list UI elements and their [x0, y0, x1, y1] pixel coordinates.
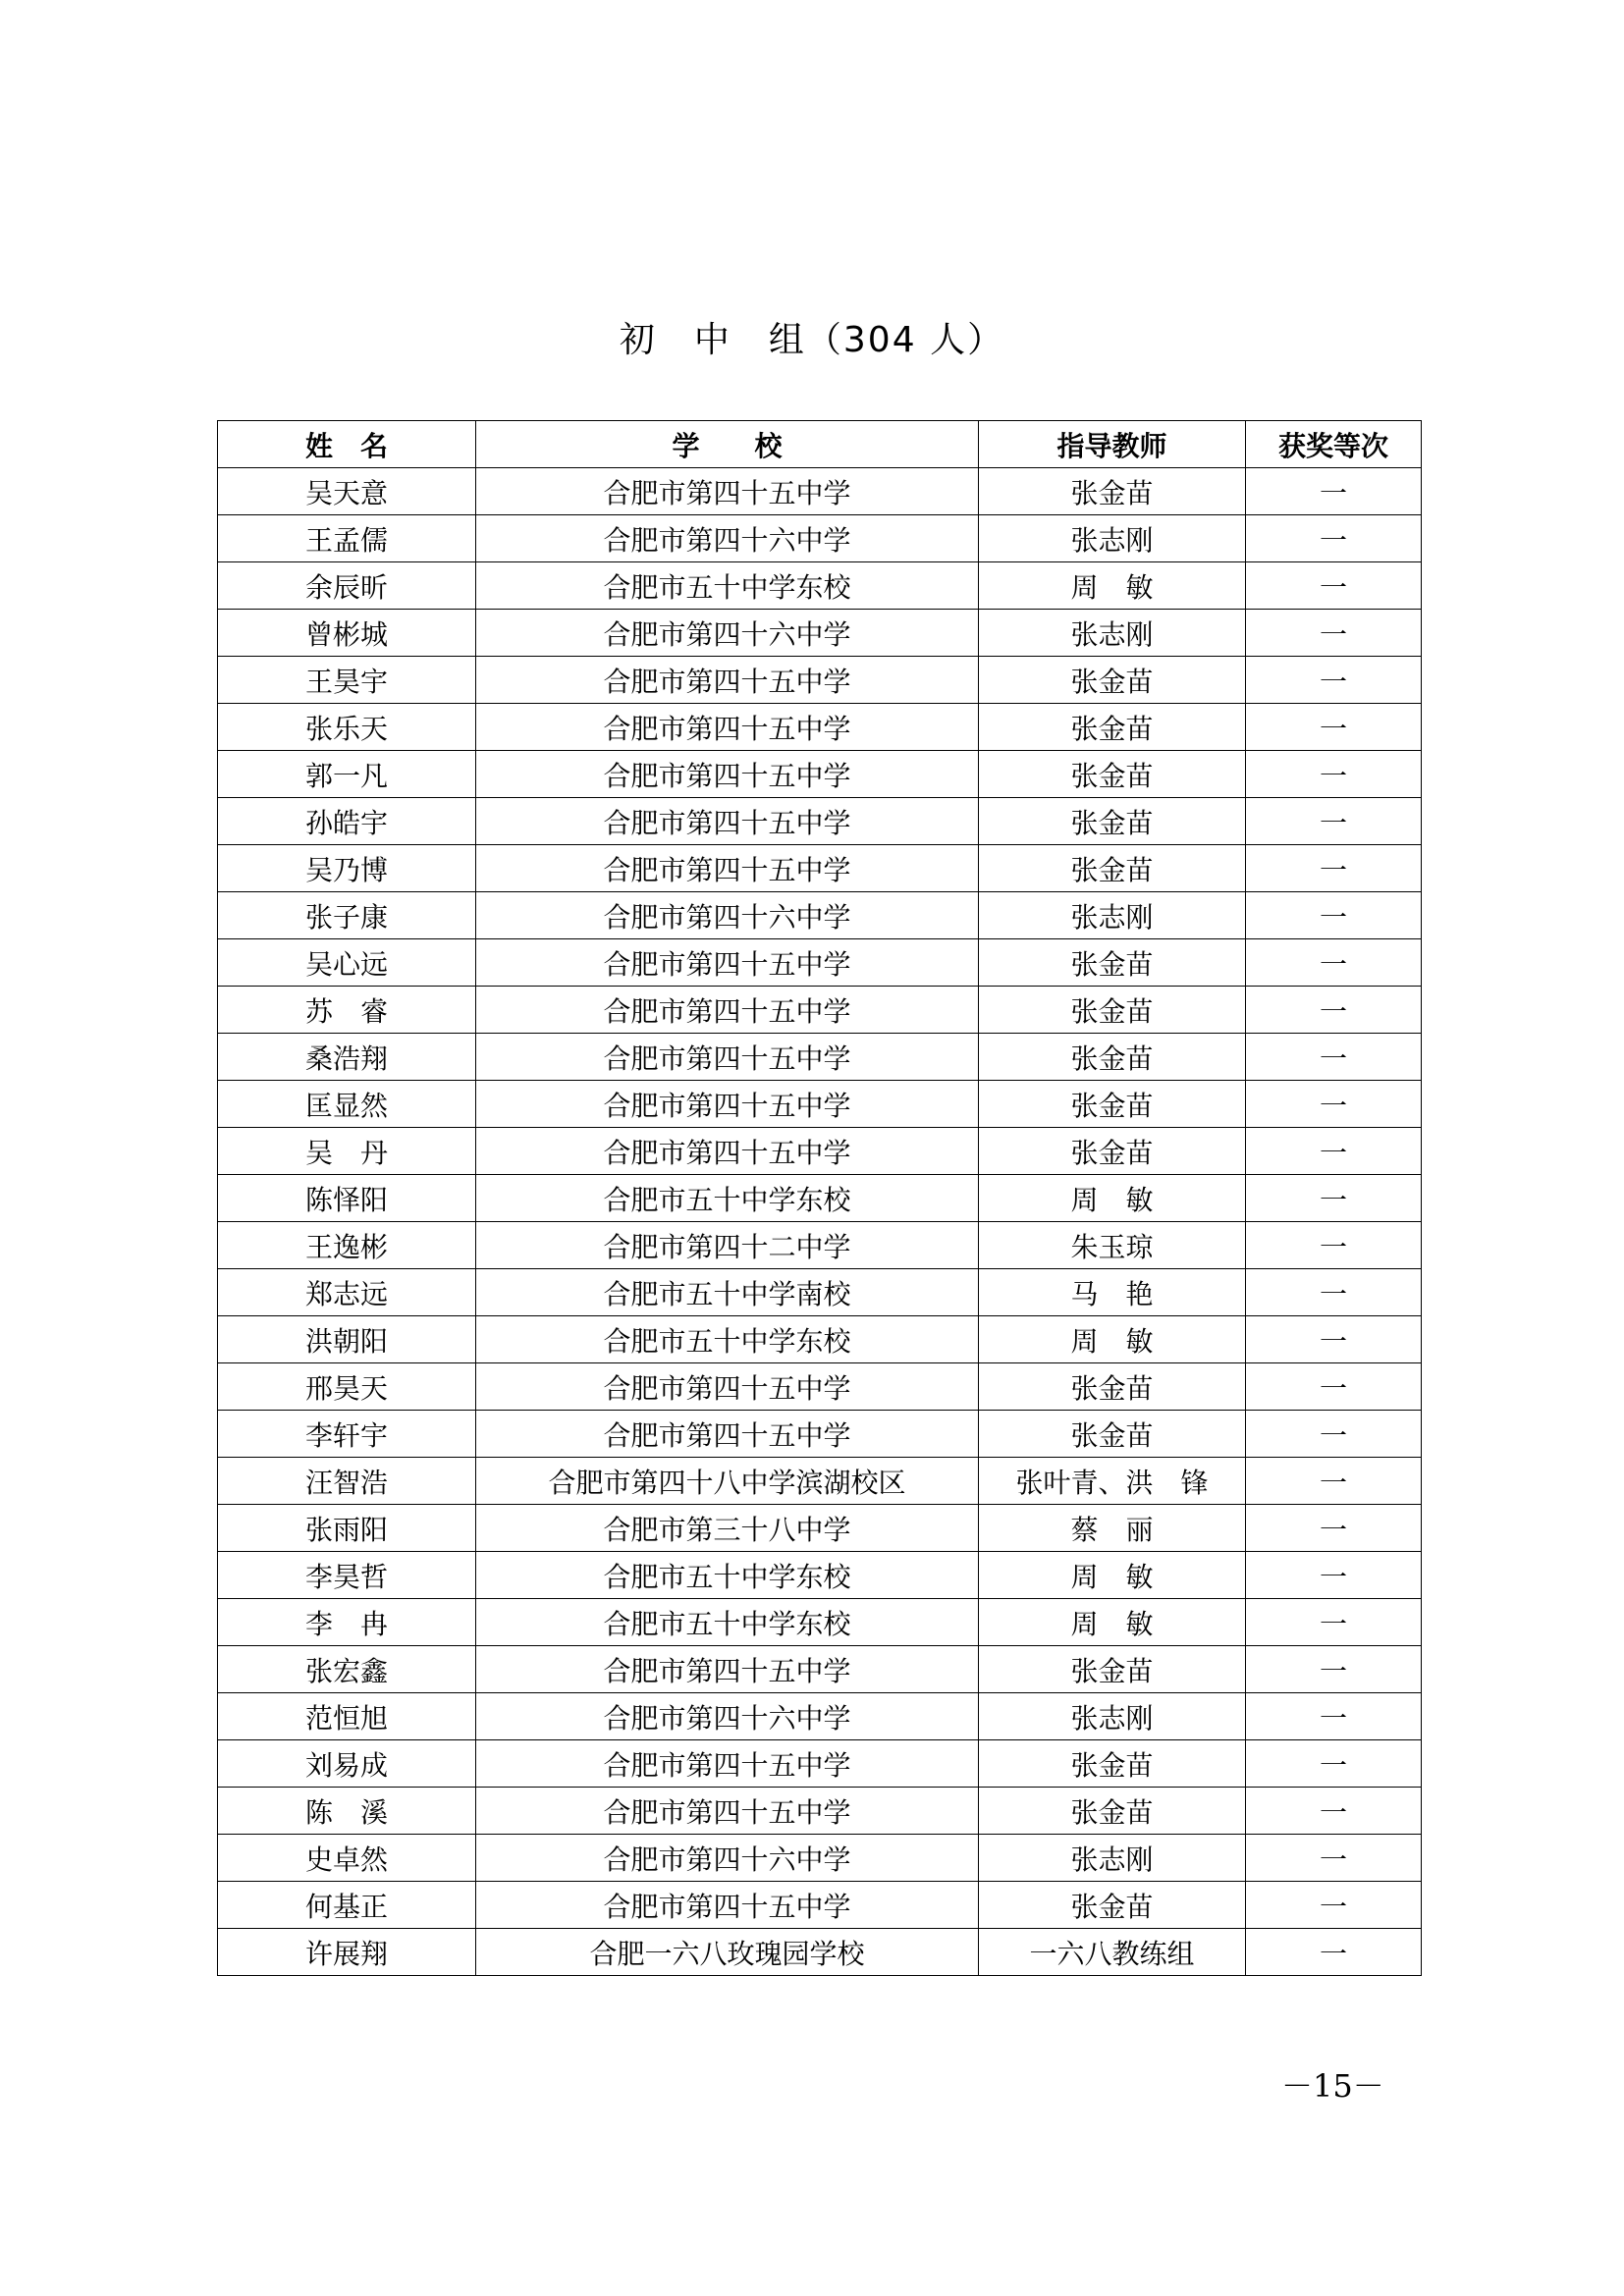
cell-award: 一: [1246, 892, 1422, 939]
cell-school: 合肥市第四十五中学: [476, 751, 979, 798]
cell-student-name: 吴天意: [218, 468, 476, 515]
cell-award: 一: [1246, 1081, 1422, 1128]
cell-school: 合肥市第四十二中学: [476, 1222, 979, 1269]
cell-student-name: 刘易成: [218, 1740, 476, 1788]
table-row: [218, 1693, 1422, 1740]
cell-teacher: 张叶青、洪 锋: [979, 1458, 1246, 1505]
cell-school: 合肥市五十中学东校: [476, 1316, 979, 1363]
cell-school: 合肥市第四十五中学: [476, 845, 979, 892]
cell-award: 一: [1246, 939, 1422, 987]
cell-school: 合肥市第四十六中学: [476, 892, 979, 939]
cell-award: 一: [1246, 1929, 1422, 1976]
cell-award: 一: [1246, 798, 1422, 845]
cell-award: 一: [1246, 1646, 1422, 1693]
cell-award: 一: [1246, 1693, 1422, 1740]
table-row: [218, 1175, 1422, 1222]
cell-student-name: 余辰昕: [218, 562, 476, 610]
cell-student-name: 许展翔: [218, 1929, 476, 1976]
table-row: [218, 1740, 1422, 1788]
cell-award: 一: [1246, 987, 1422, 1034]
cell-award: 一: [1246, 1882, 1422, 1929]
cell-award: 一: [1246, 657, 1422, 704]
cell-teacher: 周 敏: [979, 1316, 1246, 1363]
cell-teacher: 张金苗: [979, 1882, 1246, 1929]
table-row: [218, 1835, 1422, 1882]
cell-student-name: 吴心远: [218, 939, 476, 987]
cell-teacher: 张金苗: [979, 1081, 1246, 1128]
award-table: [217, 420, 1422, 1976]
cell-award: 一: [1246, 1363, 1422, 1411]
cell-student-name: 张子康: [218, 892, 476, 939]
cell-student-name: 汪智浩: [218, 1458, 476, 1505]
cell-teacher: 张金苗: [979, 1363, 1246, 1411]
cell-student-name: 桑浩翔: [218, 1034, 476, 1081]
cell-award: 一: [1246, 1835, 1422, 1882]
cell-school: 合肥市第四十六中学: [476, 1693, 979, 1740]
cell-teacher: 张金苗: [979, 657, 1246, 704]
table-row: [218, 798, 1422, 845]
cell-teacher: 张金苗: [979, 939, 1246, 987]
cell-school: 合肥市五十中学东校: [476, 1599, 979, 1646]
table-row: [218, 1034, 1422, 1081]
cell-student-name: 吴乃博: [218, 845, 476, 892]
cell-school: 合肥市五十中学南校: [476, 1269, 979, 1316]
table-row: [218, 1458, 1422, 1505]
cell-teacher: 张金苗: [979, 1740, 1246, 1788]
table-row: [218, 1929, 1422, 1976]
cell-award: 一: [1246, 845, 1422, 892]
cell-teacher: 一六八教练组: [979, 1929, 1246, 1976]
cell-award: 一: [1246, 1599, 1422, 1646]
cell-student-name: 王昊宇: [218, 657, 476, 704]
cell-school: 合肥市第四十五中学: [476, 1411, 979, 1458]
cell-student-name: 邢昊天: [218, 1363, 476, 1411]
cell-award: 一: [1246, 1505, 1422, 1552]
cell-award: 一: [1246, 704, 1422, 751]
cell-student-name: 王逸彬: [218, 1222, 476, 1269]
table-row: [218, 1128, 1422, 1175]
cell-award: 一: [1246, 562, 1422, 610]
table-row: [218, 562, 1422, 610]
table-row: [218, 1882, 1422, 1929]
table-row: [218, 892, 1422, 939]
cell-school: 合肥市第三十八中学: [476, 1505, 979, 1552]
cell-teacher: 周 敏: [979, 562, 1246, 610]
table-row: [218, 1222, 1422, 1269]
cell-school: 合肥市第四十五中学: [476, 1740, 979, 1788]
cell-student-name: 孙皓宇: [218, 798, 476, 845]
cell-school: 合肥市五十中学东校: [476, 1552, 979, 1599]
cell-school: 合肥市第四十五中学: [476, 1034, 979, 1081]
cell-teacher: 张金苗: [979, 751, 1246, 798]
table-row: [218, 1269, 1422, 1316]
table-row: [218, 987, 1422, 1034]
cell-teacher: 蔡 丽: [979, 1505, 1246, 1552]
table-row: [218, 1788, 1422, 1835]
table-row: [218, 657, 1422, 704]
cell-teacher: 张金苗: [979, 468, 1246, 515]
cell-school: 合肥市第四十五中学: [476, 939, 979, 987]
cell-teacher: 朱玉琼: [979, 1222, 1246, 1269]
cell-teacher: 张金苗: [979, 704, 1246, 751]
cell-award: 一: [1246, 1128, 1422, 1175]
cell-school: 合肥一六八玫瑰园学校: [476, 1929, 979, 1976]
cell-school: 合肥市第四十五中学: [476, 1646, 979, 1693]
header-school: 学 校: [476, 421, 979, 468]
cell-school: 合肥市第四十八中学滨湖校区: [476, 1458, 979, 1505]
table-row: [218, 1316, 1422, 1363]
cell-teacher: 张金苗: [979, 1411, 1246, 1458]
cell-school: 合肥市第四十五中学: [476, 468, 979, 515]
cell-student-name: 张雨阳: [218, 1505, 476, 1552]
page-title: 初 中 组（304 人）: [619, 320, 1005, 360]
page-number: －15－: [1281, 2067, 1384, 2105]
table-row: [218, 1081, 1422, 1128]
cell-school: 合肥市五十中学东校: [476, 562, 979, 610]
cell-teacher: 周 敏: [979, 1175, 1246, 1222]
cell-teacher: 张志刚: [979, 1835, 1246, 1882]
cell-school: 合肥市第四十五中学: [476, 1081, 979, 1128]
table-row: [218, 515, 1422, 562]
cell-student-name: 陈怿阳: [218, 1175, 476, 1222]
cell-award: 一: [1246, 751, 1422, 798]
table-row: [218, 468, 1422, 515]
cell-student-name: 郑志远: [218, 1269, 476, 1316]
cell-award: 一: [1246, 1316, 1422, 1363]
cell-school: 合肥市第四十五中学: [476, 657, 979, 704]
table-row: [218, 1599, 1422, 1646]
cell-award: 一: [1246, 1034, 1422, 1081]
cell-school: 合肥市第四十五中学: [476, 1788, 979, 1835]
cell-teacher: 张志刚: [979, 610, 1246, 657]
cell-award: 一: [1246, 515, 1422, 562]
cell-student-name: 郭一凡: [218, 751, 476, 798]
cell-award: 一: [1246, 610, 1422, 657]
cell-student-name: 李昊哲: [218, 1552, 476, 1599]
table-row: [218, 610, 1422, 657]
cell-teacher: 张志刚: [979, 892, 1246, 939]
cell-student-name: 张宏鑫: [218, 1646, 476, 1693]
header-award: 获奖等次: [1246, 421, 1422, 468]
table-row: [218, 939, 1422, 987]
cell-teacher: 张金苗: [979, 1646, 1246, 1693]
cell-teacher: 张金苗: [979, 1034, 1246, 1081]
cell-school: 合肥市五十中学东校: [476, 1175, 979, 1222]
cell-teacher: 张金苗: [979, 987, 1246, 1034]
cell-school: 合肥市第四十六中学: [476, 610, 979, 657]
cell-student-name: 李 冉: [218, 1599, 476, 1646]
cell-student-name: 史卓然: [218, 1835, 476, 1882]
cell-teacher: 张金苗: [979, 798, 1246, 845]
cell-award: 一: [1246, 1788, 1422, 1835]
cell-award: 一: [1246, 1411, 1422, 1458]
cell-teacher: 张金苗: [979, 845, 1246, 892]
cell-school: 合肥市第四十五中学: [476, 987, 979, 1034]
cell-award: 一: [1246, 1175, 1422, 1222]
cell-award: 一: [1246, 1222, 1422, 1269]
cell-teacher: 马 艳: [979, 1269, 1246, 1316]
table-row: [218, 845, 1422, 892]
cell-student-name: 陈 溪: [218, 1788, 476, 1835]
cell-award: 一: [1246, 1552, 1422, 1599]
cell-award: 一: [1246, 1269, 1422, 1316]
cell-student-name: 何基正: [218, 1882, 476, 1929]
table-row: [218, 751, 1422, 798]
cell-school: 合肥市第四十五中学: [476, 1128, 979, 1175]
cell-student-name: 李轩宇: [218, 1411, 476, 1458]
cell-student-name: 王孟儒: [218, 515, 476, 562]
cell-teacher: 张金苗: [979, 1128, 1246, 1175]
cell-school: 合肥市第四十六中学: [476, 515, 979, 562]
cell-school: 合肥市第四十五中学: [476, 704, 979, 751]
cell-school: 合肥市第四十五中学: [476, 798, 979, 845]
cell-teacher: 张志刚: [979, 1693, 1246, 1740]
table-row: [218, 1646, 1422, 1693]
table-row: [218, 1411, 1422, 1458]
cell-student-name: 范恒旭: [218, 1693, 476, 1740]
table-row: [218, 1363, 1422, 1411]
cell-award: 一: [1246, 1458, 1422, 1505]
cell-student-name: 匡显然: [218, 1081, 476, 1128]
cell-award: 一: [1246, 1740, 1422, 1788]
cell-teacher: 张志刚: [979, 515, 1246, 562]
table-row: [218, 1552, 1422, 1599]
table-header-row: [218, 421, 1422, 468]
cell-student-name: 曾彬城: [218, 610, 476, 657]
header-teacher: 指导教师: [979, 421, 1246, 468]
cell-student-name: 吴 丹: [218, 1128, 476, 1175]
cell-school: 合肥市第四十五中学: [476, 1363, 979, 1411]
cell-student-name: 张乐天: [218, 704, 476, 751]
cell-teacher: 周 敏: [979, 1599, 1246, 1646]
cell-teacher: 张金苗: [979, 1788, 1246, 1835]
cell-school: 合肥市第四十五中学: [476, 1882, 979, 1929]
cell-school: 合肥市第四十六中学: [476, 1835, 979, 1882]
table-row: [218, 1505, 1422, 1552]
cell-teacher: 周 敏: [979, 1552, 1246, 1599]
cell-award: 一: [1246, 468, 1422, 515]
table-row: [218, 704, 1422, 751]
cell-student-name: 洪朝阳: [218, 1316, 476, 1363]
header-name: 姓 名: [218, 421, 476, 468]
cell-student-name: 苏 睿: [218, 987, 476, 1034]
